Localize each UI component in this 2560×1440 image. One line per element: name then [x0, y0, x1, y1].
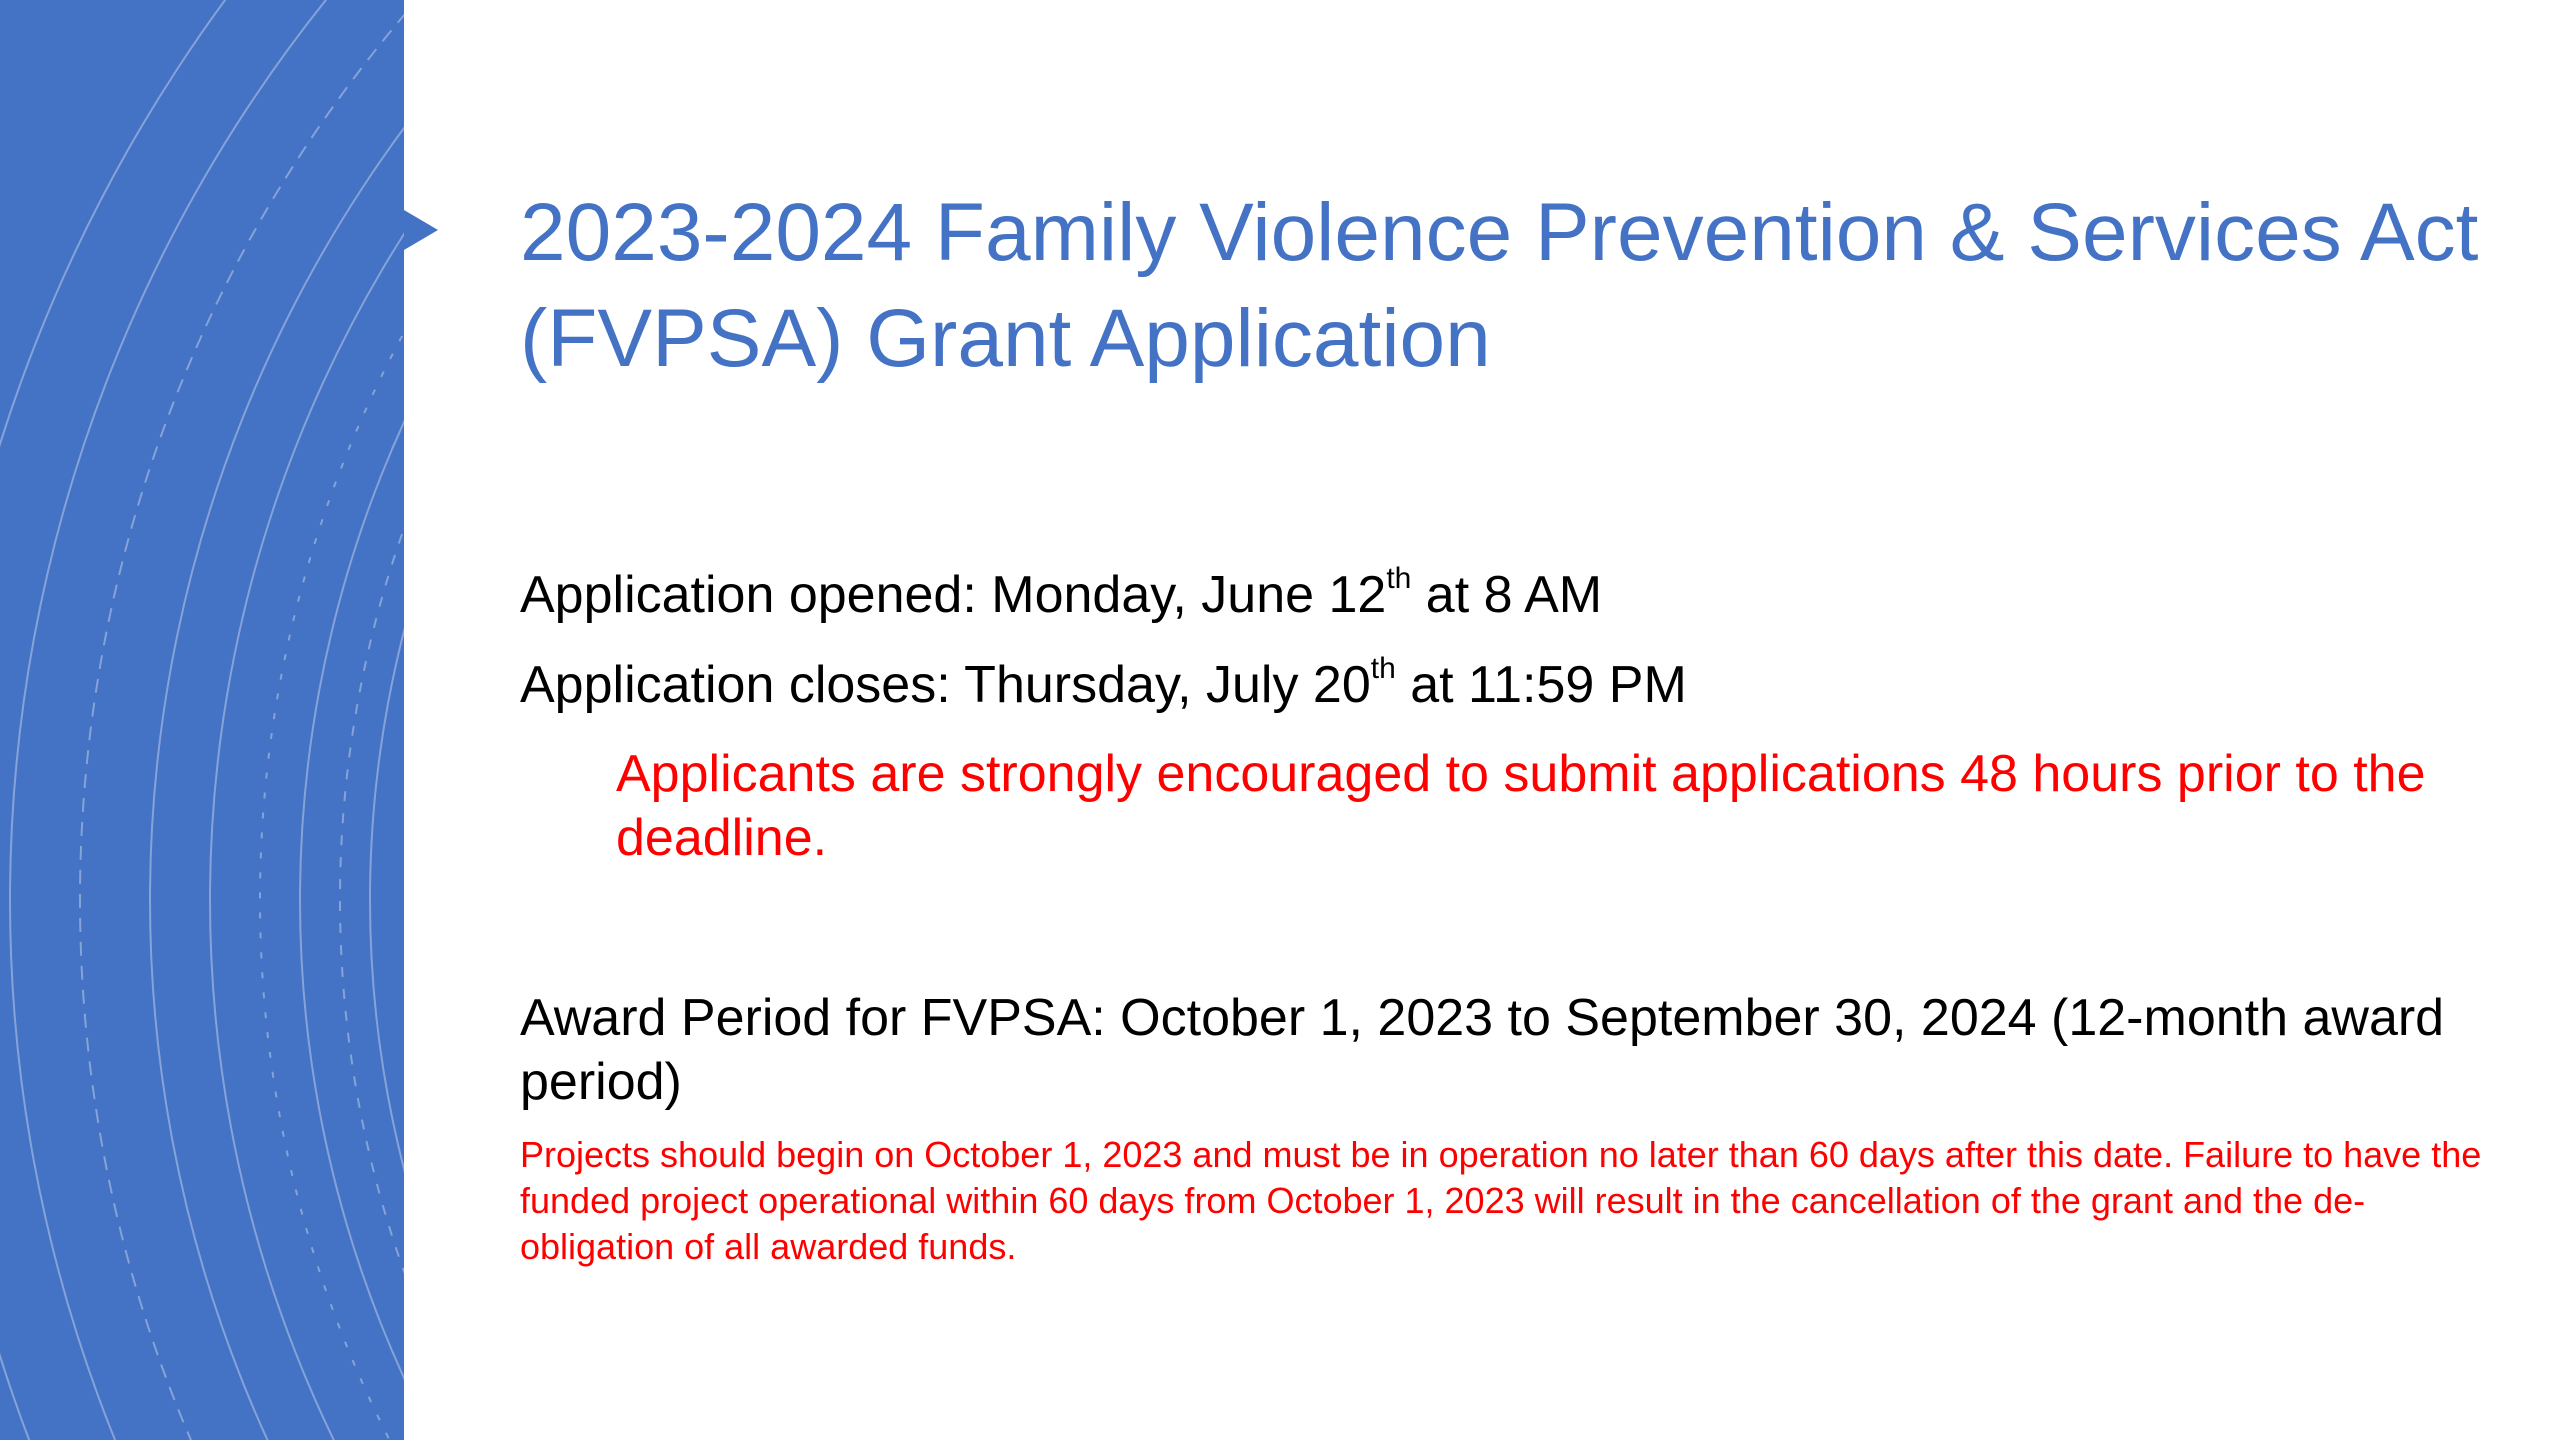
ordinal-suffix: th: [1370, 652, 1396, 685]
operational-note: Projects should begin on October 1, 2023 and must be in operation no later than 60 days after this date. Failure to have the funded project operational within 60 days from October 1, 2023 will result in the cancellation of the grant and the de-obligation of all awarded funds.: [520, 1134, 2482, 1267]
panel-pointer-arrow: [404, 210, 438, 250]
application-closes-line: [520, 652, 2510, 718]
award-period: Award Period for FVPSA: October 1, 2023 to September 30, 2024 (12-month award period): [520, 989, 2445, 1111]
application-closes-label: Application closes: Thursday, July 20: [520, 656, 1371, 714]
decorative-side-panel: [0, 0, 404, 1440]
ordinal-suffix: th: [1386, 562, 1412, 595]
slide-body: [520, 562, 2510, 1270]
decorative-arcs: [0, 0, 404, 1440]
application-opened-time: at 8 AM: [1411, 566, 1603, 624]
application-opened-line: [520, 562, 2510, 628]
application-closes-time: at 11:59 PM: [1395, 656, 1687, 714]
application-opened-label: Application opened: Monday, June 12: [520, 566, 1387, 624]
slide-title: 2023-2024 Family Violence Prevention & Services Act (FVPSA) Grant Application: [520, 187, 2479, 384]
deadline-warning: Applicants are strongly encouraged to submit applications 48 hours prior to the deadline.: [616, 745, 2426, 867]
